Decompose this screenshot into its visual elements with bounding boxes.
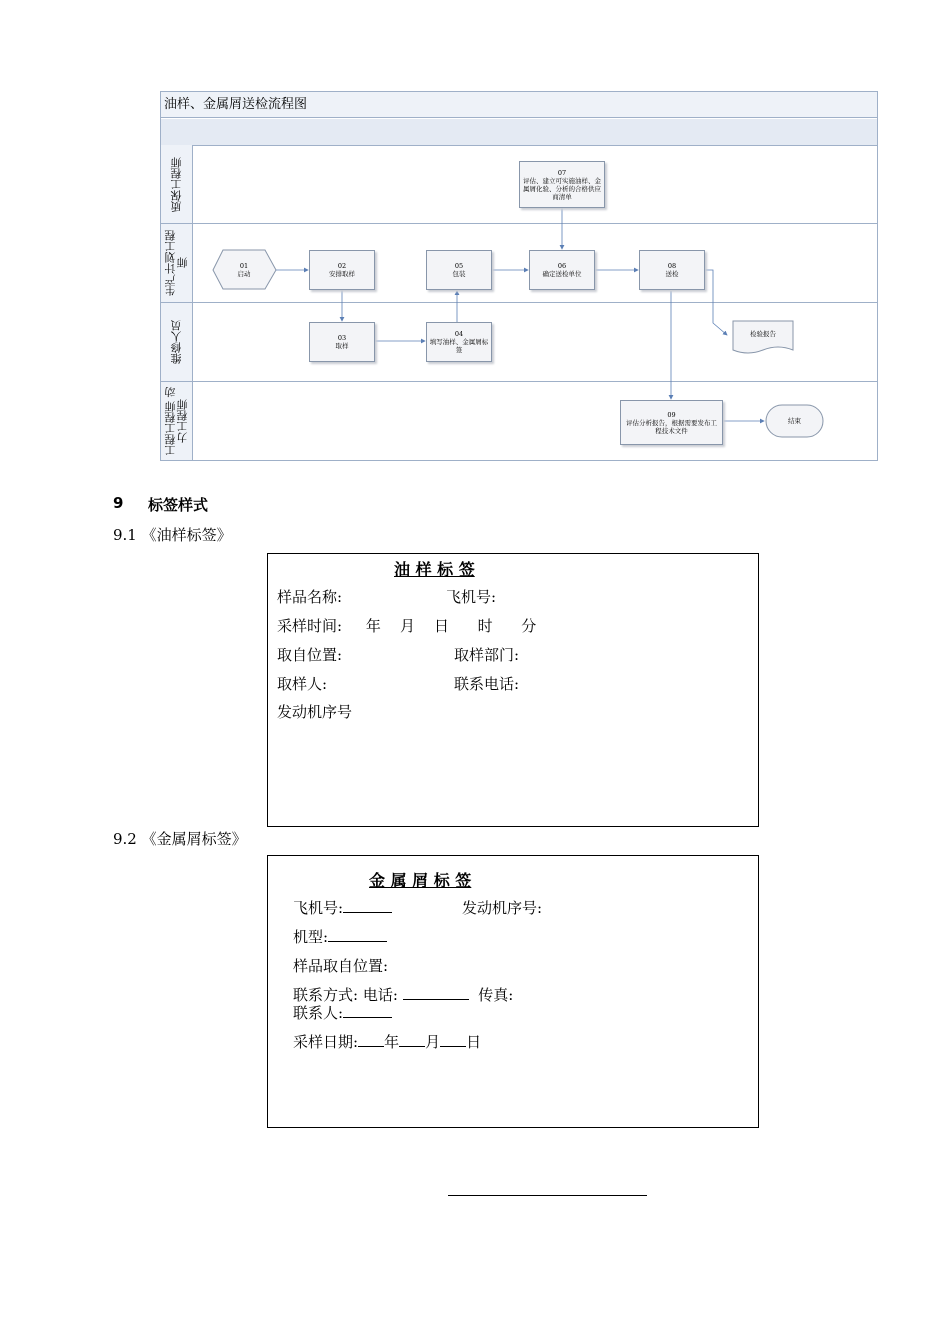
metal-aircraft-no: 飞机号: (293, 897, 392, 918)
node-04: 04 填写油样、金属屑标签 (426, 322, 492, 362)
section-number: 9 (113, 494, 124, 512)
lane-label-engineering: 工程工程师 动力工程师 (163, 386, 189, 456)
node-06: 06 确定送检单位 (529, 250, 595, 290)
lane-label-quality: 质保工程师 (169, 156, 183, 212)
flowchart-title: 油样、金属屑送检流程图 (161, 92, 877, 118)
metal-contact: 联系方式: 电话: 传真: (293, 986, 514, 1004)
node-end: 结束 (788, 417, 801, 425)
flowchart (160, 91, 878, 461)
metal-label-box (267, 855, 759, 1128)
node-03: 03 取样 (309, 322, 375, 362)
node-02: 02 安排取样 (309, 250, 375, 290)
node-01: 01 启动 (237, 261, 251, 278)
node-report: 检验报告 (750, 330, 776, 338)
subsection-oil-label: 9.1 《油样标签》 (113, 526, 232, 544)
oil-sampler: 取样人: (277, 675, 328, 693)
metal-model: 机型: (293, 926, 387, 947)
node-05: 05 包装 (426, 250, 492, 290)
oil-sample-time: 采样时间: 年 月 日 时 分 (277, 617, 537, 635)
lane-label-maintenance: 维修人员 (169, 320, 183, 364)
section-title: 标签样式 (148, 496, 209, 514)
oil-location: 取自位置: (277, 646, 343, 664)
lane-label-planning: 生产计划工程师 (163, 230, 189, 296)
footer-rule (448, 1195, 647, 1196)
oil-label-title: 油 样 标 签 (394, 560, 475, 579)
oil-aircraft-no: 飞机号: (446, 588, 497, 606)
metal-engine-no: 发动机序号: (462, 899, 543, 917)
node-09: 09 评估分析报告，根据需要发布工程技术文件 (620, 400, 723, 445)
node-07: 07 评估、建立可实施油样、金属屑化验、分析的合格供应商清单 (519, 161, 605, 208)
oil-department: 取样部门: (454, 646, 520, 664)
edge-08-report (704, 270, 727, 335)
metal-sample-date: 采样日期: 年 月 日 (293, 1033, 482, 1051)
subsection-metal-label: 9.2 《金属屑标签》 (113, 830, 247, 848)
oil-phone: 联系电话: (454, 675, 520, 693)
oil-engine-no: 发动机序号 (277, 703, 353, 721)
node-08: 08 送检 (639, 250, 705, 290)
oil-label-box (267, 553, 759, 827)
metal-location: 样品取自位置: (293, 957, 389, 975)
metal-label-title: 金 属 屑 标 签 (369, 871, 472, 890)
metal-contact-person: 联系人: (293, 1002, 392, 1023)
oil-sample-name: 样品名称: (277, 588, 343, 606)
